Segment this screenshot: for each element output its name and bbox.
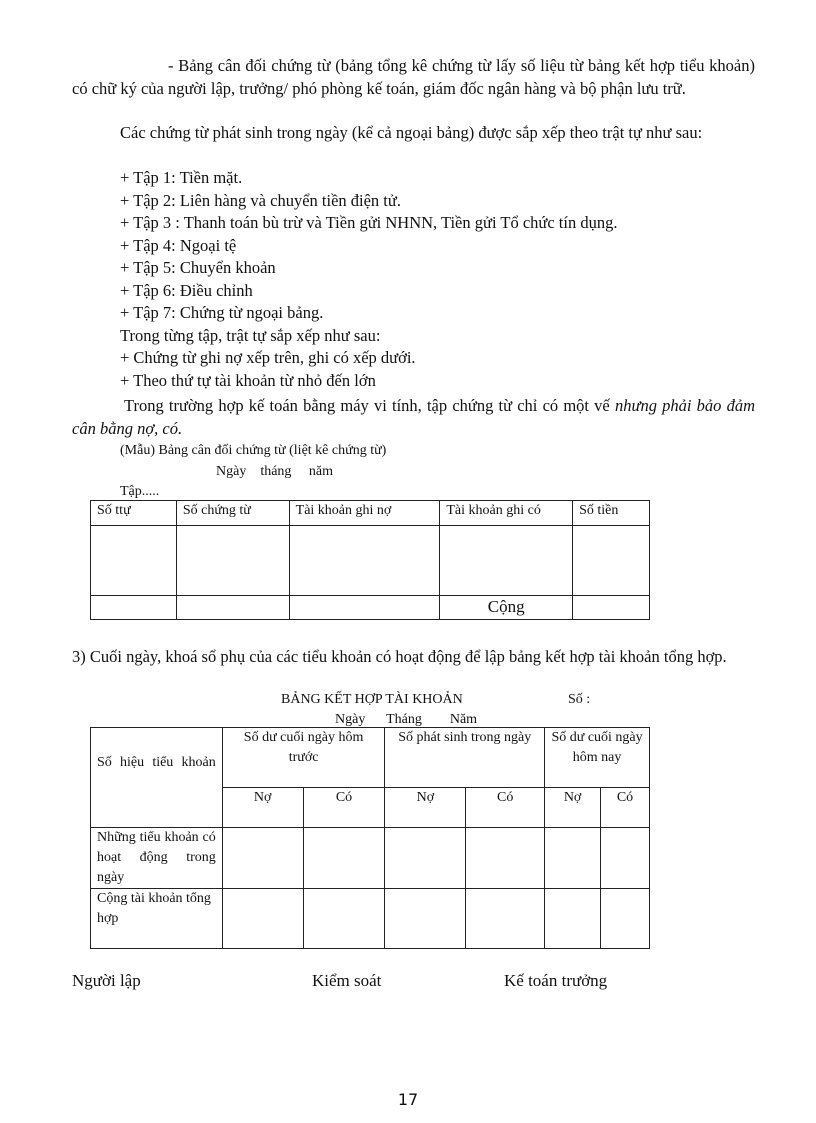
table-cell: [176, 526, 289, 596]
table-cell: [440, 526, 573, 596]
table-cell: [91, 526, 177, 596]
opening-balance-header: Số dư cuối ngày hôm trước: [222, 728, 385, 788]
account-header-label: Số hiệu tiểu khoản: [97, 754, 216, 770]
table-cell: [303, 828, 385, 889]
intro-paragraph-2: Các chứng từ phát sinh trong ngày (kể cả ngoại bảng) được sắp xếp theo trật tự như sau:: [120, 123, 703, 142]
list-item: + Tập 3 : Thanh toán bù trừ và Tiền gửi NHNN, Tiền gửi Tổ chức tín dụng.: [120, 213, 618, 232]
header-cell: Số ttự: [91, 501, 177, 526]
header-cell: Số tiền: [573, 501, 650, 526]
table-row: [91, 889, 650, 949]
form1-date-line: Ngày tháng năm: [216, 464, 334, 479]
header-cell: Số chứng từ: [176, 501, 289, 526]
account-header: [91, 728, 223, 828]
account-combination-table: [90, 727, 650, 949]
table-cell: [176, 596, 289, 620]
page-number: 17: [397, 1090, 419, 1109]
row-label-active: Những tiểu khoản có hoạt động trong ngày: [91, 828, 223, 889]
table-cell: [303, 889, 385, 949]
form2-title: BẢNG KẾT HỢP TÀI KHOẢN: [281, 692, 463, 707]
table-cell: [91, 596, 177, 620]
table-cell: [466, 889, 545, 949]
list-item: + Tập 2: Liên hàng và chuyển tiền điện tử.: [120, 190, 401, 210]
list-item: + Tập 6: Điều chỉnh: [120, 280, 253, 300]
table-cell: [289, 596, 440, 620]
row-label-total: Cộng tài khoản tổng hợp: [91, 889, 223, 949]
table-cell: [222, 889, 303, 949]
credit-header: Có: [303, 788, 385, 828]
table-cell: [601, 889, 650, 949]
table-cell: [289, 526, 440, 596]
form2-date-line: Ngày Tháng Năm: [335, 712, 478, 727]
table-cell: [385, 889, 466, 949]
signature-preparer: Người lập: [72, 971, 141, 990]
form2-number-label: Số :: [568, 692, 591, 707]
table-header-row: [91, 501, 650, 526]
form1-caption: (Mẫu) Bảng cân đối chứng từ (liệt kê chứng từ): [120, 443, 387, 458]
debit-header: Nợ: [545, 788, 601, 828]
table-cell: [601, 828, 650, 889]
table-cell: [573, 596, 650, 620]
header-cell: Tài khoản ghi có: [440, 501, 573, 526]
table-cell: [385, 828, 466, 889]
list-item: Trong từng tập, trật tự sắp xếp như sau:: [120, 325, 381, 345]
signature-chief-accountant: Kế toán trưởng: [504, 971, 608, 990]
table-total-row: [91, 596, 650, 620]
table-cell: [545, 889, 601, 949]
table-row: [91, 828, 650, 889]
para3-italic: nhưng phải bảo đảm cân bằng nợ, có.: [72, 396, 756, 438]
form1-tap: Tập.....: [120, 484, 160, 499]
credit-header: Có: [466, 788, 545, 828]
voucher-balance-table: [90, 500, 650, 620]
table-cell: [545, 828, 601, 889]
list-item: + Theo thứ tự tài khoản từ nhỏ đến lớn: [120, 370, 376, 390]
intro-paragraph-1: - Bảng cân đối chứng từ (bảng tổng kê chứng từ lấy số liệu từ bảng kết hợp tiểu khoản) có chữ ký của người lập, trưởng/ phó phòng kế toán, giám đốc ngân hàng và bộ phận lưu trữ.: [72, 56, 755, 98]
movement-header: Số phát sinh trong ngày: [385, 728, 545, 788]
debit-header: Nợ: [385, 788, 466, 828]
list-item: + Chứng từ ghi nợ xếp trên, ghi có xếp dưới.: [120, 348, 416, 367]
table-cell: [222, 828, 303, 889]
section-3-paragraph: 3) Cuối ngày, khoá sổ phụ của các tiểu khoản có hoạt động để lập bảng kết hợp tài khoản tổng hợp.: [72, 647, 727, 666]
table-row: [91, 526, 650, 596]
table-cell: [466, 828, 545, 889]
list-item: + Tập 1: Tiền mặt.: [120, 168, 243, 187]
list-item: + Tập 5: Chuyển khoản: [120, 258, 276, 277]
table-cell: [573, 526, 650, 596]
intro-paragraph-3: [72, 395, 755, 440]
signature-controller: Kiểm soát: [312, 971, 382, 990]
credit-header: Có: [601, 788, 650, 828]
table-header-row: [91, 728, 650, 788]
list-item: + Tập 4: Ngoại tệ: [120, 235, 237, 255]
header-cell: Tài khoản ghi nợ: [289, 501, 440, 526]
debit-header: Nợ: [222, 788, 303, 828]
para3-normal: Trong trường hợp kế toán bằng máy vi tính, tập chứng từ chỉ có một vế: [124, 396, 610, 415]
list-item: + Tập 7: Chứng từ ngoại bảng.: [120, 303, 324, 322]
closing-balance-header: Số dư cuối ngày hôm nay: [545, 728, 650, 788]
total-label: Cộng: [440, 596, 573, 620]
